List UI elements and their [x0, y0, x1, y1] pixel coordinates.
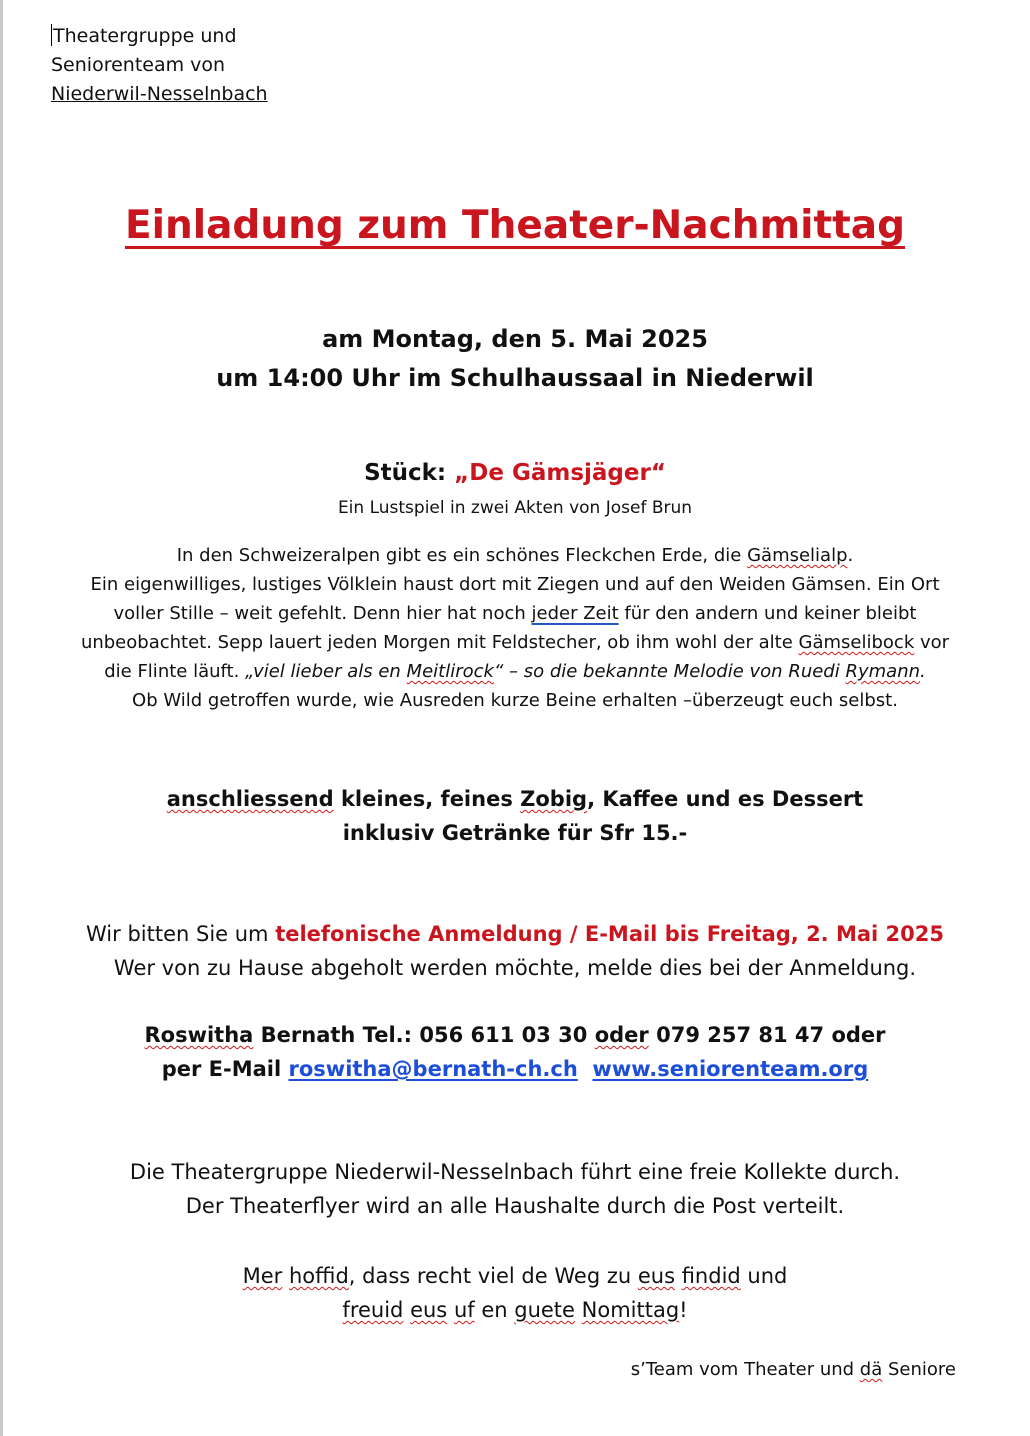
event-date: am Montag, den 5. Mai 2025: [322, 325, 708, 353]
synopsis-line: die Flinte läuft. „viel lieber als en Meitlirock“ – so die bekannte Melodie von Ruedi Rymann.: [104, 661, 926, 682]
spellcheck-word: uf: [453, 1298, 475, 1322]
spellcheck-word: eus: [637, 1264, 676, 1288]
refreshments-line-1: anschliessend kleines, feines Zobig, Kaffee und es Dessert: [166, 787, 864, 811]
spellcheck-word: guete: [514, 1298, 575, 1322]
spellcheck-word: Roswitha: [144, 1023, 254, 1047]
event-time-place: um 14:00 Uhr im Schulhaussaal in Niederwil: [216, 364, 814, 392]
spellcheck-word: Nomittag: [581, 1298, 680, 1322]
closing-line-2: freuid eus uf en guete Nomittag!: [342, 1298, 688, 1322]
registration-info: [0, 917, 1030, 985]
event-details: [0, 320, 1030, 398]
org-line-2: Seniorenteam von: [51, 54, 226, 76]
text-cursor: [51, 24, 52, 46]
synopsis-line: Ob Wild getroffen wurde, wie Ausreden kurze Beine erhalten –überzeugt euch selbst.: [132, 690, 898, 711]
closing-line-1: Mer hoffid, dass recht viel de Weg zu eus findid und: [242, 1264, 788, 1288]
synopsis-line: In den Schweizeralpen gibt es ein schönes Fleckchen Erde, die Gämselialp.: [176, 545, 854, 566]
contact-phone-line: Roswitha Bernath Tel.: 056 611 03 30 oder 079 257 81 47 oder: [144, 1023, 886, 1047]
spellcheck-word: Mer: [242, 1264, 283, 1288]
play-name: „De Gämsjäger“: [454, 460, 666, 486]
collection-info: [0, 1155, 1030, 1223]
spellcheck-word: eus: [410, 1298, 448, 1322]
spellcheck-word: oder: [594, 1023, 649, 1047]
contact-info: [0, 1018, 1030, 1086]
signature: s’Team vom Theater und dä Seniore: [630, 1359, 956, 1380]
org-line-1: Theatergruppe und: [53, 25, 237, 47]
registration-deadline: telefonische Anmeldung / E-Mail bis Freitag, 2. Mai 2025: [275, 922, 944, 946]
pickup-note: Wer von zu Hause abgeholt werden möchte, melde dies bei der Anmeldung.: [113, 956, 917, 980]
refreshments-price: inklusiv Getränke für Sfr 15.-: [342, 821, 688, 845]
email-link[interactable]: roswitha@bernath-ch.ch: [288, 1057, 578, 1081]
org-line-3: Niederwil-Nesselnbach: [51, 83, 268, 105]
spellcheck-word: Zobig: [520, 787, 588, 811]
registration-line-1: Wir bitten Sie um telefonische Anmeldung / E-Mail bis Freitag, 2. Mai 2025: [86, 922, 944, 946]
play-heading: [0, 456, 1030, 490]
closing-message: [0, 1259, 1030, 1327]
spellcheck-word: Meitlirock: [406, 661, 494, 682]
spellcheck-word: Gämselialp: [747, 545, 848, 566]
spellcheck-word: hoffid: [288, 1264, 349, 1288]
grammar-check-phrase: jeder Zeit: [531, 603, 619, 624]
collection-line-2: Der Theaterflyer wird an alle Haushalte durch die Post verteilt.: [185, 1194, 845, 1218]
spellcheck-word: Rymann: [845, 661, 921, 682]
page-title: Einladung zum Theater-Nachmittag: [124, 203, 906, 248]
collection-line-1: Die Theatergruppe Niederwil-Nesselnbach führt eine freie Kollekte durch.: [129, 1160, 901, 1184]
spellcheck-word: freuid: [342, 1298, 404, 1322]
play-subtitle: Ein Lustspiel in zwei Akten von Josef Brun: [337, 498, 693, 518]
organization-header: [51, 22, 268, 109]
play-label: Stück:: [364, 460, 455, 486]
synopsis-line: voller Stille – weit gefehlt. Denn hier hat noch jeder Zeit für den andern und keiner bleibt: [113, 603, 917, 624]
contact-email-line: per E-Mail roswitha@bernath-ch.ch www.seniorenteam.org: [161, 1057, 869, 1081]
synopsis-line: Ein eigenwilliges, lustiges Völklein haust dort mit Ziegen und auf den Weiden Gämsen. Ein Ort: [90, 574, 940, 595]
spellcheck-word: dä: [859, 1359, 883, 1380]
spellcheck-word: findid: [681, 1264, 741, 1288]
song-quote: „viel lieber als en Meitlirock“ – so die bekannte Melodie von Ruedi Rymann.: [245, 661, 926, 682]
spellcheck-word: anschliessend: [166, 787, 334, 811]
synopsis-line: unbeobachtet. Sepp lauert jeden Morgen mit Feldstecher, ob ihm wohl der alte Gämselibock vor: [80, 632, 950, 653]
play-synopsis: [0, 541, 1030, 715]
refreshments: [0, 782, 1030, 850]
spellcheck-word: Gämselibock: [798, 632, 915, 653]
website-link[interactable]: www.seniorenteam.org: [592, 1057, 869, 1081]
